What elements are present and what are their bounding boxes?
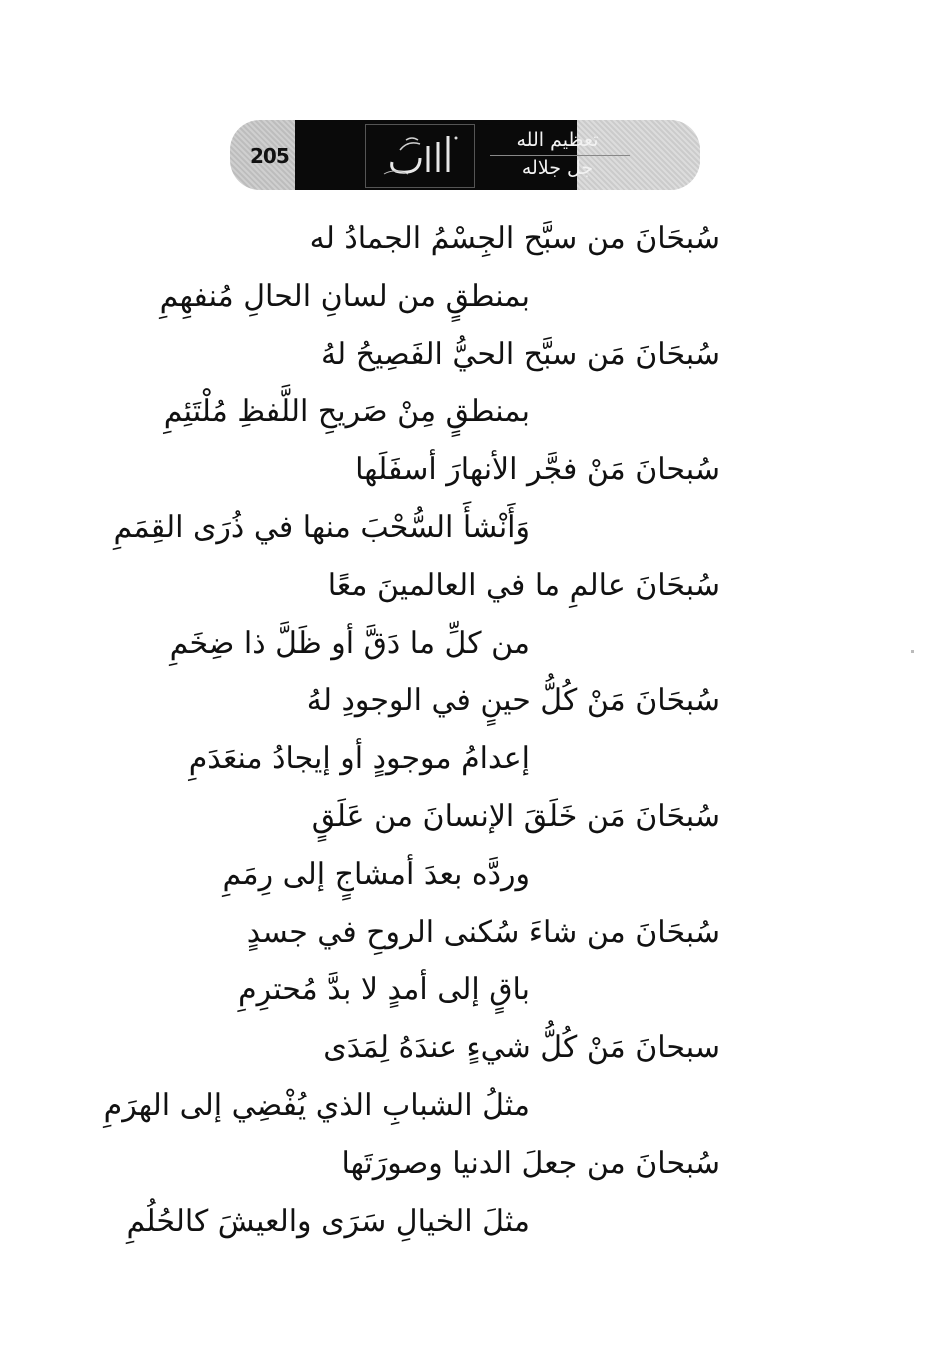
- verse-line: سُبحَانَ من سبَّح الجِسْمُ الجمادُ له: [309, 221, 720, 256]
- poem: [103, 210, 720, 1250]
- verse-line: سُبحَانَ مَن خَلَقَ الإنسانَ من عَلَقٍ: [311, 798, 720, 834]
- verse-line: سُبحَانَ مَن سبَّح الحيُّ الفَصِيحُ لهُ: [320, 336, 720, 372]
- verse-line: إعدامُ موجودٍ أو إيجادُ منعَدَمِ: [188, 741, 530, 777]
- verse-line: مثلَ الخيالِ سَرَى والعيشَ كالحُلُمِ: [126, 1203, 530, 1239]
- verse-line: بمنطقٍ من لسانِ الحالِ مُنفهِمِ: [159, 278, 530, 314]
- verse-line: وَأَنْشأَ السُّحْبَ منها في ذُرَى القِمَمِ: [113, 509, 530, 545]
- verse-line: باقٍ إلى أمدٍ لا بدَّ مُحترِمِ: [238, 972, 530, 1008]
- header-title: [480, 126, 635, 182]
- header-divider: [490, 155, 630, 156]
- header-title-line-2: جل جلاله: [521, 157, 594, 179]
- header-title-block: [295, 120, 599, 190]
- page-header-banner: [230, 120, 700, 190]
- header-title-line-1: تعظيم الله: [516, 129, 599, 151]
- verse-line: سُبحانَ مَنْ فجَّر الأنهارَ أسفَلَها: [355, 452, 720, 488]
- verse-line: سُبحَانَ عالمِ ما في العالمينَ معًا: [327, 567, 720, 603]
- verse-line: بمنطقٍ مِنْ صَريحِ اللَّفظِ مُلْتَئِمِ: [163, 394, 530, 430]
- verse-line: سُبحانَ من جعلَ الدنيا وصورَتَها: [341, 1145, 720, 1181]
- page-number: 205: [250, 144, 289, 168]
- verse-line: مثلُ الشبابِ الذي يُفْضِي إلى الهرَمِ: [103, 1087, 530, 1123]
- verse-line: سُبحَانَ مَنْ كُلُّ حينٍ في الوجودِ لهُ: [306, 683, 720, 719]
- verse-line: سُبحَانَ من شاءَ سُكنى الروحِ في جسدٍ: [246, 914, 720, 950]
- verse-line: وردَّه بعدَ أمشاجٍ إلى رِمَمِ: [222, 856, 530, 892]
- verse-line: سبحانَ مَنْ كُلُّ شيءٍ عندَهُ لِمَدَى: [323, 1030, 720, 1066]
- verse-line: من كلِّ ما دَقَّ أو ظَلَّ ذا ضِخَمِ: [169, 625, 530, 661]
- scan-speck: [911, 650, 914, 653]
- allah-calligraphy-icon: [365, 124, 475, 188]
